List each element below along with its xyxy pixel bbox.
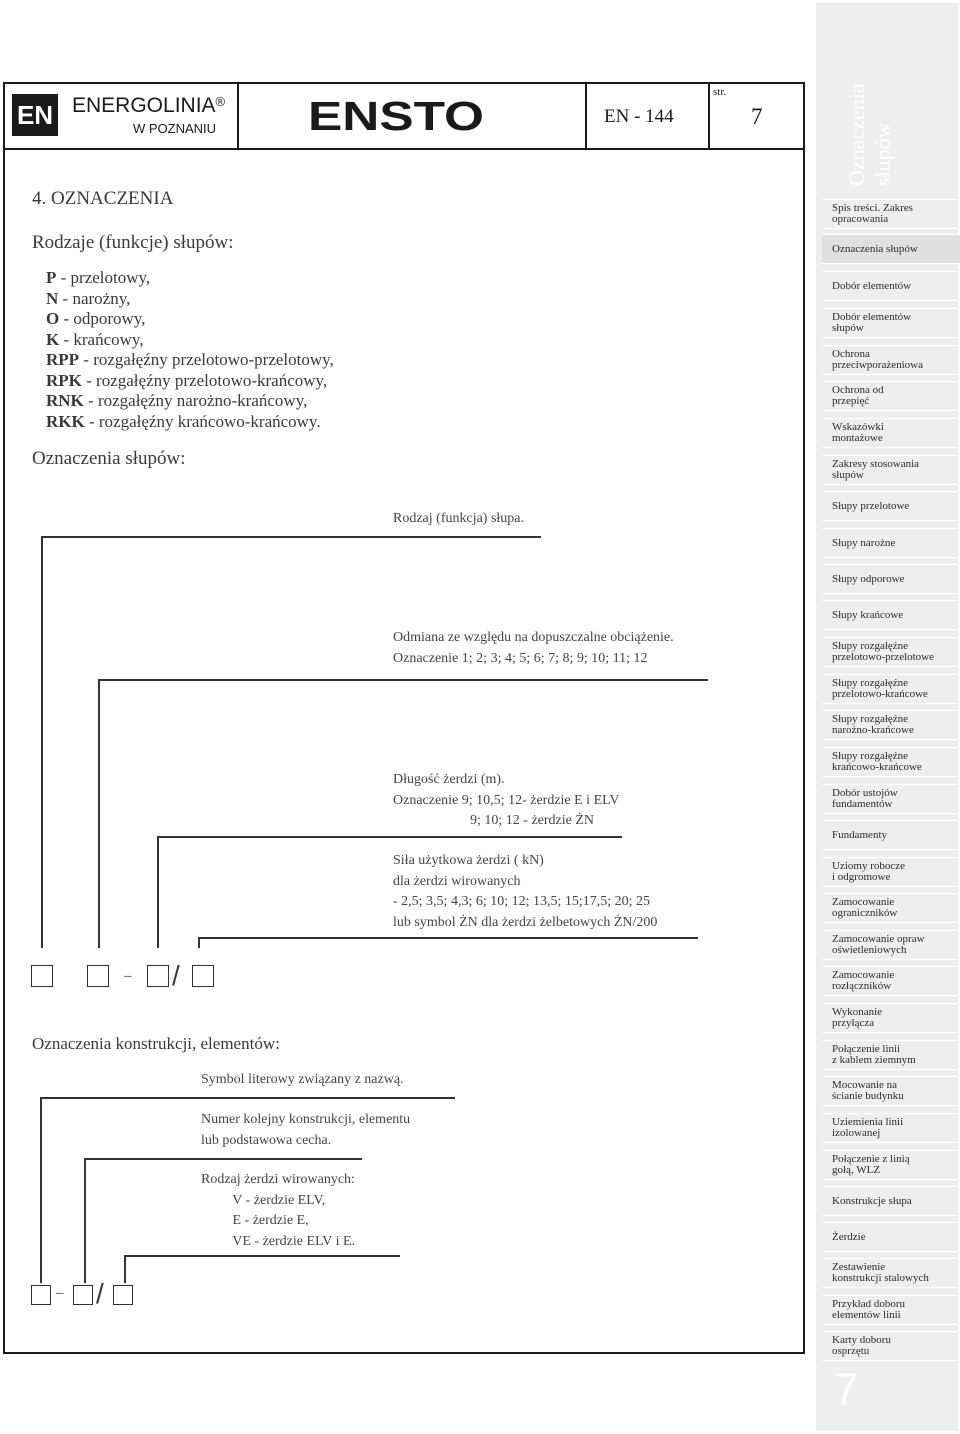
ensto-logo <box>308 96 488 138</box>
sidebar-item[interactable]: Połączenie linii z kablem ziemnym <box>822 1040 960 1070</box>
connector-line <box>41 536 43 948</box>
connector-line <box>157 836 622 838</box>
document-code: EN - 144 <box>604 106 674 127</box>
sidebar-item[interactable]: Spis treści. Zakres opracowania <box>822 199 960 229</box>
pole-designation-heading: Oznaczenia słupów: <box>32 448 186 469</box>
connector-line <box>84 1158 362 1160</box>
sidebar-page-number: 7 <box>833 1363 859 1415</box>
construction-code-box-pole-type <box>113 1285 133 1305</box>
sidebar-item[interactable]: Zestawienie konstrukcji stalowych <box>822 1258 960 1288</box>
header-divider <box>585 82 587 150</box>
sidebar-item[interactable]: Przykład doboru elementów linii <box>822 1295 960 1325</box>
pole-desc-load-variant: Odmiana ze względu na dopuszczalne obciążenie. Oznaczenie 1; 2; 3; 4; 5; 6; 7; 8; 9; 10; 11; 12 <box>393 630 674 666</box>
pole-desc-length: Długość żerdzi (m). Oznaczenie 9; 10,5; 12- żerdzie E i ELV 9; 10; 12 - żerdzie ŻN <box>393 772 620 828</box>
list-item <box>46 391 334 412</box>
sidebar-item[interactable]: Słupy przelotowe <box>822 491 960 521</box>
sidebar-item[interactable]: Żerdzie <box>822 1222 960 1252</box>
sidebar-item[interactable]: Uziomy robocze i odgromowe <box>822 857 960 887</box>
type-description: - narożny, <box>58 288 131 308</box>
sidebar-item[interactable]: Słupy rozgałęźne narożno-krańcowe <box>822 710 960 740</box>
sidebar-item[interactable]: Dobór ustojów fundamentów <box>822 784 960 814</box>
pole-types-list <box>46 268 334 432</box>
pole-code-box-variant <box>87 965 109 987</box>
type-code: P <box>46 268 57 287</box>
types-heading: Rodzaje (funkcje) słupów: <box>32 232 234 253</box>
pole-code-dash: – <box>124 968 132 984</box>
type-description: - rozgałęźny krańcowo-krańcowy. <box>84 411 321 431</box>
connector-line <box>40 1097 455 1099</box>
sidebar-item[interactable]: Oznaczenia słupów <box>822 234 960 264</box>
header-divider <box>237 82 239 150</box>
sidebar-item[interactable]: Wykonanie przyłącza <box>822 1003 960 1033</box>
list-item <box>46 350 334 371</box>
type-code: K <box>46 329 60 349</box>
sidebar-item[interactable]: Słupy odporowe <box>822 564 960 594</box>
sidebar-item[interactable]: Zamocowanie rozłączników <box>822 966 960 996</box>
sidebar-item[interactable]: Słupy narożne <box>822 528 960 558</box>
construction-code-dash: – <box>56 1285 64 1301</box>
connector-line <box>98 679 708 681</box>
sidebar-item[interactable]: Ochrona przeciwporażeniowa <box>822 345 960 375</box>
sidebar-item[interactable]: Zamocowanie ograniczników <box>822 893 960 923</box>
type-code: RKK <box>46 411 85 431</box>
type-description: - rozgałęźny narożno-krańcowy, <box>83 391 308 410</box>
list-item <box>46 309 334 330</box>
connector-line <box>98 679 100 948</box>
brand-wordmark: ENSTO <box>308 96 484 138</box>
construction-desc-number: Numer kolejny konstrukcji, elementu lub podstawowa cecha. <box>201 1112 411 1148</box>
list-item <box>46 289 334 310</box>
type-code: RNK <box>46 391 84 410</box>
connector-line <box>198 937 698 939</box>
list-item <box>46 330 334 351</box>
sidebar-item[interactable]: Słupy rozgałęźne przelotowo-krańcowe <box>822 674 960 704</box>
connector-line <box>124 1255 400 1257</box>
sidebar-item[interactable]: Słupy rozgałęźne przelotowo-przelotowe <box>822 637 960 667</box>
sidebar-item[interactable]: Połączenie z linią gołą, WLZ <box>822 1150 960 1180</box>
sidebar-title <box>810 66 930 186</box>
sidebar-item[interactable]: Mocowanie na ścianie budynku <box>822 1076 960 1106</box>
type-code: RPP <box>46 350 80 369</box>
construction-code-slash: / <box>96 1278 104 1309</box>
type-description: - rozgałęźny przelotowo-przelotowy, <box>79 350 334 369</box>
construction-code-box-number <box>73 1285 93 1305</box>
connector-line <box>157 836 159 948</box>
sidebar-title-line: słupów <box>870 122 895 186</box>
sidebar-title-line: Oznaczenia <box>844 83 869 186</box>
section-title: 4. OZNACZENIA <box>32 188 174 209</box>
type-description: - odporowy, <box>59 309 146 328</box>
sidebar-item[interactable]: Wskazówki montażowe <box>822 418 960 448</box>
type-description: - przelotowy, <box>56 268 151 287</box>
type-description: - krańcowy, <box>59 329 144 349</box>
pole-code-box-strength <box>192 965 214 987</box>
type-code: N <box>46 288 59 308</box>
energolinia-name: ENERGOLINIA <box>72 94 216 117</box>
construction-heading: Oznaczenia konstrukcji, elementów: <box>32 1034 280 1053</box>
registered-mark: ® <box>215 94 226 109</box>
sidebar-item[interactable]: Uziemienia linii izolowanej <box>822 1113 960 1143</box>
sidebar-item[interactable]: Dobór elementów <box>822 271 960 301</box>
list-item <box>46 412 334 433</box>
pole-desc-function: Rodzaj (funkcja) słupa. <box>393 511 525 526</box>
page-number: 7 <box>751 104 763 129</box>
sidebar-item[interactable]: Słupy rozgałęźne krańcowo-krańcowe <box>822 747 960 777</box>
sidebar-item[interactable]: Ochrona od przepięć <box>822 381 960 411</box>
type-description: - rozgałęźny przelotowo-krańcowy, <box>81 370 328 390</box>
connector-line <box>84 1158 86 1283</box>
type-code: RPK <box>46 370 82 390</box>
list-item <box>46 371 334 392</box>
pole-desc-strength: Siła użytkowa żerdzi ( kN) dla żerdzi wirowanych - 2,5; 3,5; 4,3; 6; 10; 12; 13,5; 15;17,5; 20; 25 lub symbol ŻN dla żerdzi żelbetowych ŻN/200 <box>393 853 658 930</box>
energolinia-logo <box>72 94 225 118</box>
energolinia-subtitle: W POZNANIU <box>133 121 217 136</box>
sidebar-item[interactable]: Zamocowanie opraw oświetleniowych <box>822 930 960 960</box>
list-item <box>46 268 334 289</box>
type-code: O <box>46 309 60 328</box>
sidebar-item[interactable]: Słupy krańcowe <box>822 600 960 630</box>
connector-line <box>41 536 541 538</box>
sidebar-item[interactable]: Dobór elementów słupów <box>822 308 960 338</box>
connector-line <box>124 1255 126 1283</box>
construction-code-box-symbol <box>31 1285 51 1305</box>
sidebar-item[interactable]: Karty doboru osprzętu <box>822 1331 960 1361</box>
header-divider <box>3 148 803 150</box>
sidebar-item[interactable]: Konstrukcje słupa <box>822 1186 960 1216</box>
pole-code-slash: / <box>172 960 180 991</box>
sidebar-item[interactable]: Fundamenty <box>822 820 960 850</box>
connector-line <box>198 937 200 948</box>
construction-desc-pole-type: Rodzaj żerdzi wirowanych: V - żerdzie ELV, E - żerdzie E, VE - żerdzie ELV i E. <box>201 1172 356 1249</box>
construction-desc-symbol: Symbol literowy związany z nazwą. <box>201 1072 404 1087</box>
connector-line <box>40 1097 42 1283</box>
sidebar-item[interactable]: Zakresy stosowania słupów <box>822 455 960 485</box>
page-label: str. <box>713 86 727 98</box>
pole-code-box-length <box>147 965 169 987</box>
language-badge: EN <box>12 94 58 136</box>
header-divider <box>708 82 710 150</box>
pole-code-box-function <box>31 965 53 987</box>
